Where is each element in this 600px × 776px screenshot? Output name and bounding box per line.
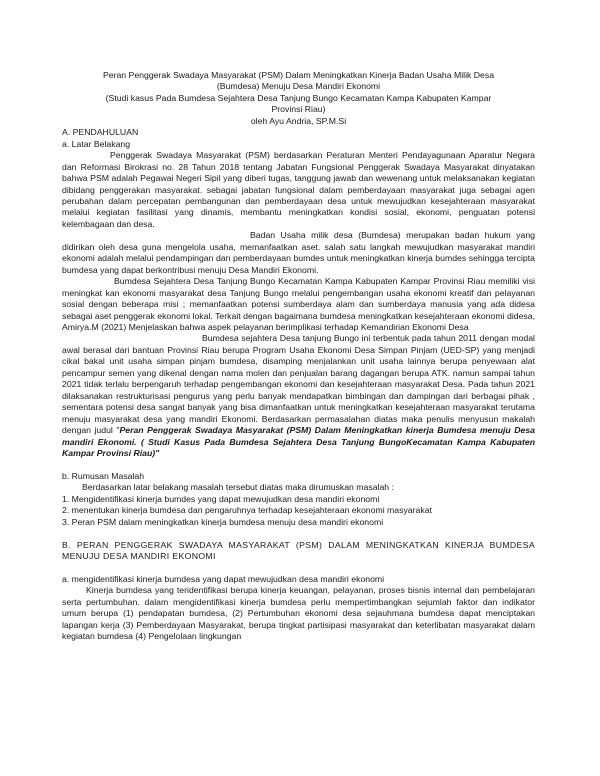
paragraph — [62, 333, 535, 459]
subheading-rumusan-masalah: b. Rumusan Masalah — [62, 470, 145, 481]
paper-title-emphasis: Peran Penggerak Swadaya Masyarakat (PSM) Dalam Meningkatkan kinerja Bumdesa menuju Desa mandiri Ekonomi. ( Studi Kasus Pada Bumdesa Sejahtera Desa Tanjung BungoKecamatan Kampa Kabupaten Kampar Provinsi Riau)" — [62, 425, 535, 458]
document-title — [62, 70, 535, 127]
paragraph-text: Bumdesa sejahtera Desa tanjung Bungo ini terbentuk pada tahun 2011 dengan modal awal berasal dari bantuan Provinsi Riau berupa Program Usaha Ekonomi Desa Simpan Pinjam (UED-SP) yang menjadi cikal bakal unit usaha simpan pinjam bumdesa, disamping menjalankan unit usaha lainnya berupa penyewaan alat pencampur semen yang dikenal dengan nama molen dan penjualan barang dagangan berupa ATK. namun sampai tahun 2021 tidak terlalu berpengaruh terhadap pengembangan ekonomi dan kesejahteraan masyarakat Desa. Pada tahun 2021 dilaksanakan restrukturisasi pengurus yang perlu banyak mendapatkan bimbingan dan dampingan dari berbagai pihak , sementara potensi desa sangat banyak yang bisa dimanfaatkan untuk meningkatkan kesejahteraan masyarakat terutama menuju masyarakat desa yang mandiri Ekonomi. Berdasarkan permasalahan diatas maka penulis menyusun makalah dengan judul " — [62, 333, 535, 436]
title-line: (Studi kasus Pada Bumdesa Sejahtera Desa Tanjung Bungo Kecamatan Kampa Kabupaten Kampar — [105, 92, 492, 103]
spacer — [62, 528, 535, 539]
document-body — [62, 70, 535, 643]
title-line: Peran Penggerak Swadaya Masyarakat (PSM) Dalam Meningkatkan Kinerja Badan Usaha Milik Desa — [102, 70, 495, 80]
title-line: Provinsi Riau) — [271, 104, 326, 115]
author-line: oleh Ayu Andria, SP.M.Si — [250, 115, 347, 126]
list-item: 3. Peran PSM dalam meningkatkan kinerja bumdesa menuju desa mandiri ekonomi — [62, 516, 384, 527]
list-item: 2. menentukan kinerja bumdesa dan pengaruhnya terhadap kesejahteraan ekonomi masyarakat — [62, 505, 432, 516]
section-heading-peran-psm: B. PERAN PENGGERAK SWADAYA MASYARAKAT (PSM) DALAM MENINGKATKAN KINERJA BUMDESA MENUJU DESA MANDIRI EKONOMI — [62, 539, 535, 561]
paragraph: Bumdesa Sejahtera Desa Tanjung Bungo Kecamatan Kampa Kabupaten Kampar Provinsi Riau memiliki visi meningkat kan ekonomi masyarakat desa Tanjung Bungo melalui pengembangan usaha ekonomi kreatif dan pelayanan sosial dengan beberapa misi ; memanfaatkan potensi sumberdaya alam dan sumberdaya manusia yang ada didesa sebagai aset penggerak ekonomi lokal. Terkait dengan bagaimana bumdesa meningkatkan kesejahteraan ekonomi didesa, Amirya.M (2021) Menjelaskan bahwa aspek pelayanan berimplikasi terhadap Kemandirian Ekonomi Desa — [62, 276, 535, 332]
section-heading-pendahuluan: A. PENDAHULUAN — [62, 127, 139, 138]
spacer — [62, 562, 535, 573]
paragraph: Badan Usaha milik desa (Bumdesa) merupakan badan hukum yang didirikan oleh desa guna mengelola usaha, memanfaatkan aset. salah satu langkah mewujudkan masyarakat mandiri ekonomi adalah melalui pendampingan dan pemberdayaan bumdes untuk meningkatkan kinerja bumdes sehingga tercipta bumdesa yang dapat berkontribusi menuju Desa Mandiri Ekonomi. — [62, 230, 535, 275]
spacer — [62, 459, 535, 470]
paragraph: Kinerja bumdesa yang teridentifikasi berupa kinerja keuangan, pelayanan, proses bisnis internal dan pembelajaran serta pertumbuhan. dalam mengidentifikasi kinerja bumdesa perlu mempertimbangkan sejumlah faktor dan indikator umum berupa (1) pendapatan bumdesa, (2) Pertumbuhan ekonomi desa sejauhmana bumdesa dapat menciptakan lapangan kerja (3) Pemberdayaan Masyarakat, berupa tingkat partisipasi masyarakat dan keterlibatan masyarakat dalam kegiatan bumdesa (4) Pengelolaan lingkungan — [62, 585, 535, 642]
title-line: (Bumdesa) Menuju Desa Mandiri Ekonomi — [216, 81, 381, 92]
list-item: 1. Mengidentifikasi kinerja bumdes yang dapat mewujudkan desa mandiri ekonomi — [62, 493, 380, 504]
paragraph: Penggerak Swadaya Masyarakat (PSM) berdasarkan Peraturan Menteri Pendayagunaan Aparatur Negara dan Reformasi Birokrasi no. 28 Tahun 2018 tentang Jabatan Fungsional Penggerak Swadaya Masyarakat dinyatakan bahwa PSM adalah Pegawai Negeri Sipil yang diberi tugas, tanggung jawab dan wewenang untuk melaksanakan kegiatan dibidang penggerakan masyarakat. sebagai jabatan fungsional dalam pemberdayaan masyarakat juga sebagai agen perubahan dalam percepatan pembangunan dan pemberdayaan desa untuk mewujudkan kesejahteraan masyarakat melalui kegiatan fasilitasi yang dinamis, membantu meningkatkan kondisi sosial, ekonomi, penguatan potensi kelembagaan dan desa. — [62, 150, 535, 229]
subheading-latar-belakang: a. Latar Belakang — [62, 138, 131, 149]
paragraph: Berdasarkan latar belakang masalah tersebut diatas maka dirumuskan masalah : — [82, 482, 394, 493]
subheading-identifikasi: a. mengidentifikasi kinerja bumdesa yang dapat mewujudkan desa mandiri ekonomi — [62, 573, 385, 584]
